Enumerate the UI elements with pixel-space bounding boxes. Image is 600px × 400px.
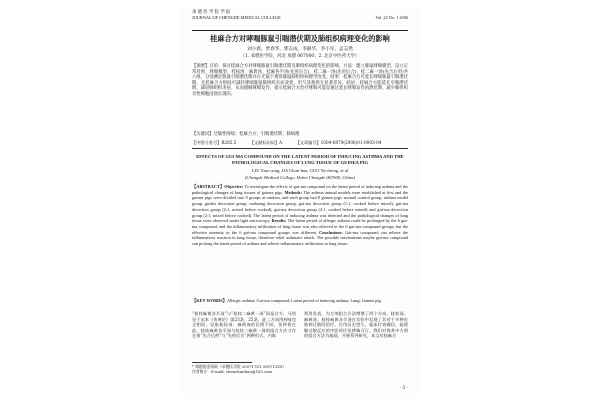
affiliation-en: (Chengde Medical College, Hebei Chengde 067000, China): [244, 175, 356, 180]
conclusions-label: Conclusions:: [319, 229, 343, 235]
article-title-cn: 桂麻合方对哮喘豚鼠引喘潜伏期及肺组织病理变化的影响: [210, 34, 390, 43]
footnote-divider: [192, 362, 252, 363]
section-divider: [192, 148, 408, 149]
footnote-fund: * 课题基金资助（承德医学院 200717Z1-200713Z0）: [192, 364, 287, 369]
results-label: Results:: [271, 218, 287, 224]
clc-number: 【中图分类号】R285.5: [192, 140, 237, 145]
article-title-en: EFFECTS OF GUI-MA COMPOUND ON THE LATENT PERIOD OF INDUCING ASTHMA AND THE PATHOLOGICAL CHANGES OF LUNG TISSUE OF GUINEA PIG: [196, 154, 404, 165]
journal-name-en: JOURNAL OF CHENGDE MEDICAL COLLEGE: [192, 15, 281, 20]
objective-label: Objective:: [224, 184, 244, 189]
journal-page: [180, 8, 420, 396]
results-text: The latent period of allergic asthma could be prolonged by the 6 gui-ma compound, and the inflammatory infiltration of lung tissue was also relieved in the 6 gui-ma compound groups, but the effective intensity in the 6 gui-ma compound groups was different.: [192, 218, 408, 235]
affiliation-cn: （1. 承德医学院，河北 承德 067000；2. 北京中医药大学）: [240, 54, 360, 59]
page-number: · 3 ·: [399, 386, 408, 391]
body-column-left: “桂枝麻黄各半汤”与“桂枝二麻黄一汤”同是合方，分别见于宋本《伤寒论》第23条、25条，此二方同用药味完全相同，仅取桂枝汤、麻黄汤的比例不同。张仲景在此，桂枝麻黄各半汤与桂枝二麻黄一汤的组合方法又存在着“先合后煎”与“先煎后合”两种形式，内寓: [192, 311, 296, 339]
footnote: [192, 364, 408, 374]
conclusions-text: Gui-ma compound can relieve the inflammatory reaction in lung tissue, therefore relief asthmatic attack. The possible mechanisms maybe gui-ma compound can prolong the latent period of asthma and relieve inflammatory infiltration in lung tissue.: [192, 229, 409, 247]
keywords-en-label: 【KEY WORDS】: [192, 298, 227, 303]
keywords-cn: 【关键词】过敏性哮喘；桂麻合方；引喘潜伏期；肺病理: [192, 132, 300, 137]
body-column-right: 利用发表，为方剂组合方法增增了两个方向。桂枝汤、麻黄汤、桂枝麻黄各半汤在实验中发现了其对于多种皮肤病过敏的治疗，应用历史悠久，临床疗效确切，能缓解过敏反应的中医药诊治哮喘可行。我们对保养中方剂的组合方法为基础，开展系列研究，本文对桂麻合: [304, 311, 408, 339]
keywords-en: [192, 298, 408, 304]
volume-info: Vol. 23 No. 1 2006: [375, 15, 408, 20]
abstract-en: [192, 184, 408, 247]
journal-name-cn: 承 德 医 学 院 学 报: [192, 10, 231, 15]
authors-cn: 刘小新，贾春华，郭志成，李静华，李小军，孟志然: [247, 47, 353, 52]
objective-text: To investigate the effects of gui-ma compound on the latent period of inducing asthma and the pathological changes of lung tissues of guinea pigs.: [192, 184, 409, 195]
methods-label: Methods:: [284, 189, 302, 195]
abstract-cn: 【摘要】目的：探讨桂麻合方对哮喘豚鼠引喘潜伏期及肺组织病理变化的影响。方法：建立豚鼠哮喘模型，设立正常对照、哮喘模型、桂枝汤、麻黄汤、桂麻各半汤(先煎后合)、桂二麻一汤(先煎后合)、桂二麻一汤(先合后煎)共八组，分别测定豚鼠引喘潜伏期并在光镜下观察豚鼠肺组织病理学改变。结果：桂麻合方可延长哮喘豚鼠引喘潜伏期，且桂麻合方组间可减轻哮喘豚鼠肺组织炎症改变，但与其他组无显著差异。结论：桂麻合方能延长引喘潜伏期，减轻肺组织炎症，从而缓解哮喘发作，提示桂麻合方治疗哮喘可能是通过延长哮喘发作的潜伏期、减少肺组织炎性细胞浸润实现的。: [192, 64, 408, 97]
document-code: 【文献标识码】A: [249, 140, 283, 145]
article-number: 【文章编号】1004-6879(2006)01-0003-04: [295, 140, 382, 145]
methods-text: The asthma animal models were established at first and the guinea pigs were divided into 8 groups at random, and each group had 8 guinea pigs: normal control group, asthma model group, guizhi decoction group, mahuang decoction group, gui-ma decoction group (1:1, cooked before mixed), gui-ma decoction group (2:1, mixed before cooked), gui-ma decoction group (2:1, cooked before mixed) and gui-ma decoction group (2:1, mixed before cooked). The latent period of inducing asthma was detected and the pathological changes of lung tissue were observed under light microscopy.: [192, 189, 409, 224]
footnote-author: 作者简介：E-mail: chenchunhua@163.com: [192, 369, 273, 374]
body-text: [192, 311, 408, 359]
running-header: [192, 10, 408, 31]
abstract-en-label: 【ABSTRACT】: [192, 184, 225, 189]
classification-line: [192, 140, 408, 146]
keywords-en-text: Allergic asthma; Gui-ma compound; Latent period of inducing asthma; Lung; Guinea pig: [226, 298, 381, 303]
authors-en: LIU Xiao-xing, JIA Chun-hua, GUO Yu-cheng, et al: [251, 168, 349, 173]
